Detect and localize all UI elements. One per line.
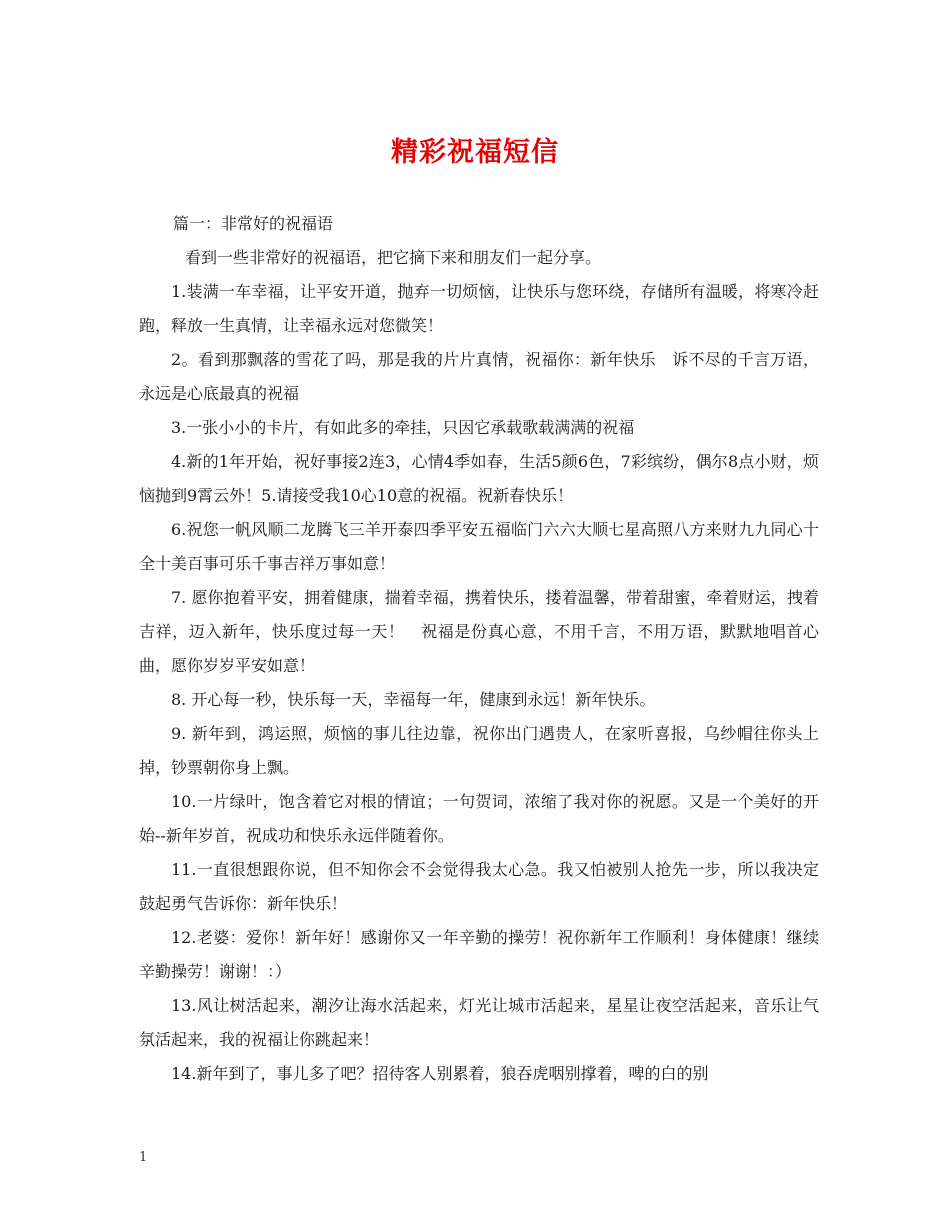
paragraph-2: 2。看到那飘落的雪花了吗，那是我的片片真情，祝福你：新年快乐 诉不尽的千言万语，永远是心底最真的祝福	[139, 350, 819, 403]
paragraph-3: 3.一张小小的卡片，有如此多的牵挂，只因它承载歌载满满的祝福	[171, 418, 635, 437]
paragraph-11: 11.一直很想跟你说，但不知你会不会觉得我太心急。我又怕被别人抢先一步，所以我决定鼓起勇气告诉你：新年快乐！	[139, 860, 819, 913]
paragraph-1: 1.装满一车幸福，让平安开道，抛弃一切烦恼，让快乐与您环绕，存储所有温暖，将寒冷赶跑，释放一生真情，让幸福永远对您微笑！	[139, 282, 819, 335]
paragraph-12: 12.老婆：爱你！新年好！感谢你又一年辛勤的操劳！祝你新年工作顺利！身体健康！继续辛勤操劳！谢谢！：）	[139, 928, 819, 981]
intro-paragraph: 看到一些非常好的祝福语，把它摘下来和朋友们一起分享。	[185, 248, 602, 267]
paragraph-14: 14.新年到了，事儿多了吧？招待客人别累着，狼吞虎咽别撑着，啤的白的别	[171, 1064, 709, 1083]
paragraph-4: 4.新的1年开始，祝好事接2连3，心情4季如春，生活5颜6色，7彩缤纷，偶尔8点小财，烦恼抛到9霄云外！5.请接受我10心10意的祝福。祝新春快乐！	[139, 452, 819, 505]
paragraph-13: 13.风让树活起来，潮汐让海水活起来，灯光让城市活起来，星星让夜空活起来，音乐让气氛活起来，我的祝福让你跳起来！	[139, 996, 819, 1049]
paragraph-8: 8. 开心每一秒，快乐每一天，幸福每一年，健康到永远！新年快乐。	[171, 690, 656, 709]
page-number: 1	[139, 1150, 148, 1165]
document-title: 精彩祝福短信	[391, 137, 559, 168]
section-heading: 篇一：非常好的祝福语	[173, 214, 334, 233]
document-body	[139, 207, 819, 1091]
paragraph-6: 6.祝您一帆风顺二龙腾飞三羊开泰四季平安五福临门六六大顺七星高照八方来财九九同心十全十美百事可乐千事吉祥万事如意！	[139, 520, 819, 573]
paragraph-9: 9. 新年到，鸿运照，烦恼的事儿往边靠，祝你出门遇贵人，在家听喜报，乌纱帽往你头上掉，钞票朝你身上飘。	[139, 724, 819, 777]
paragraph-7: 7. 愿你抱着平安，拥着健康，揣着幸福，携着快乐，搂着温馨，带着甜蜜，牵着财运，拽着吉祥，迈入新年，快乐度过每一天！ 祝福是份真心意，不用千言，不用万语，默默地唱首心曲，愿你岁岁平安如意！	[139, 588, 819, 675]
paragraph-10: 10.一片绿叶，饱含着它对根的情谊；一句贺词，浓缩了我对你的祝愿。又是一个美好的开始--新年岁首，祝成功和快乐永远伴随着你。	[139, 792, 819, 845]
